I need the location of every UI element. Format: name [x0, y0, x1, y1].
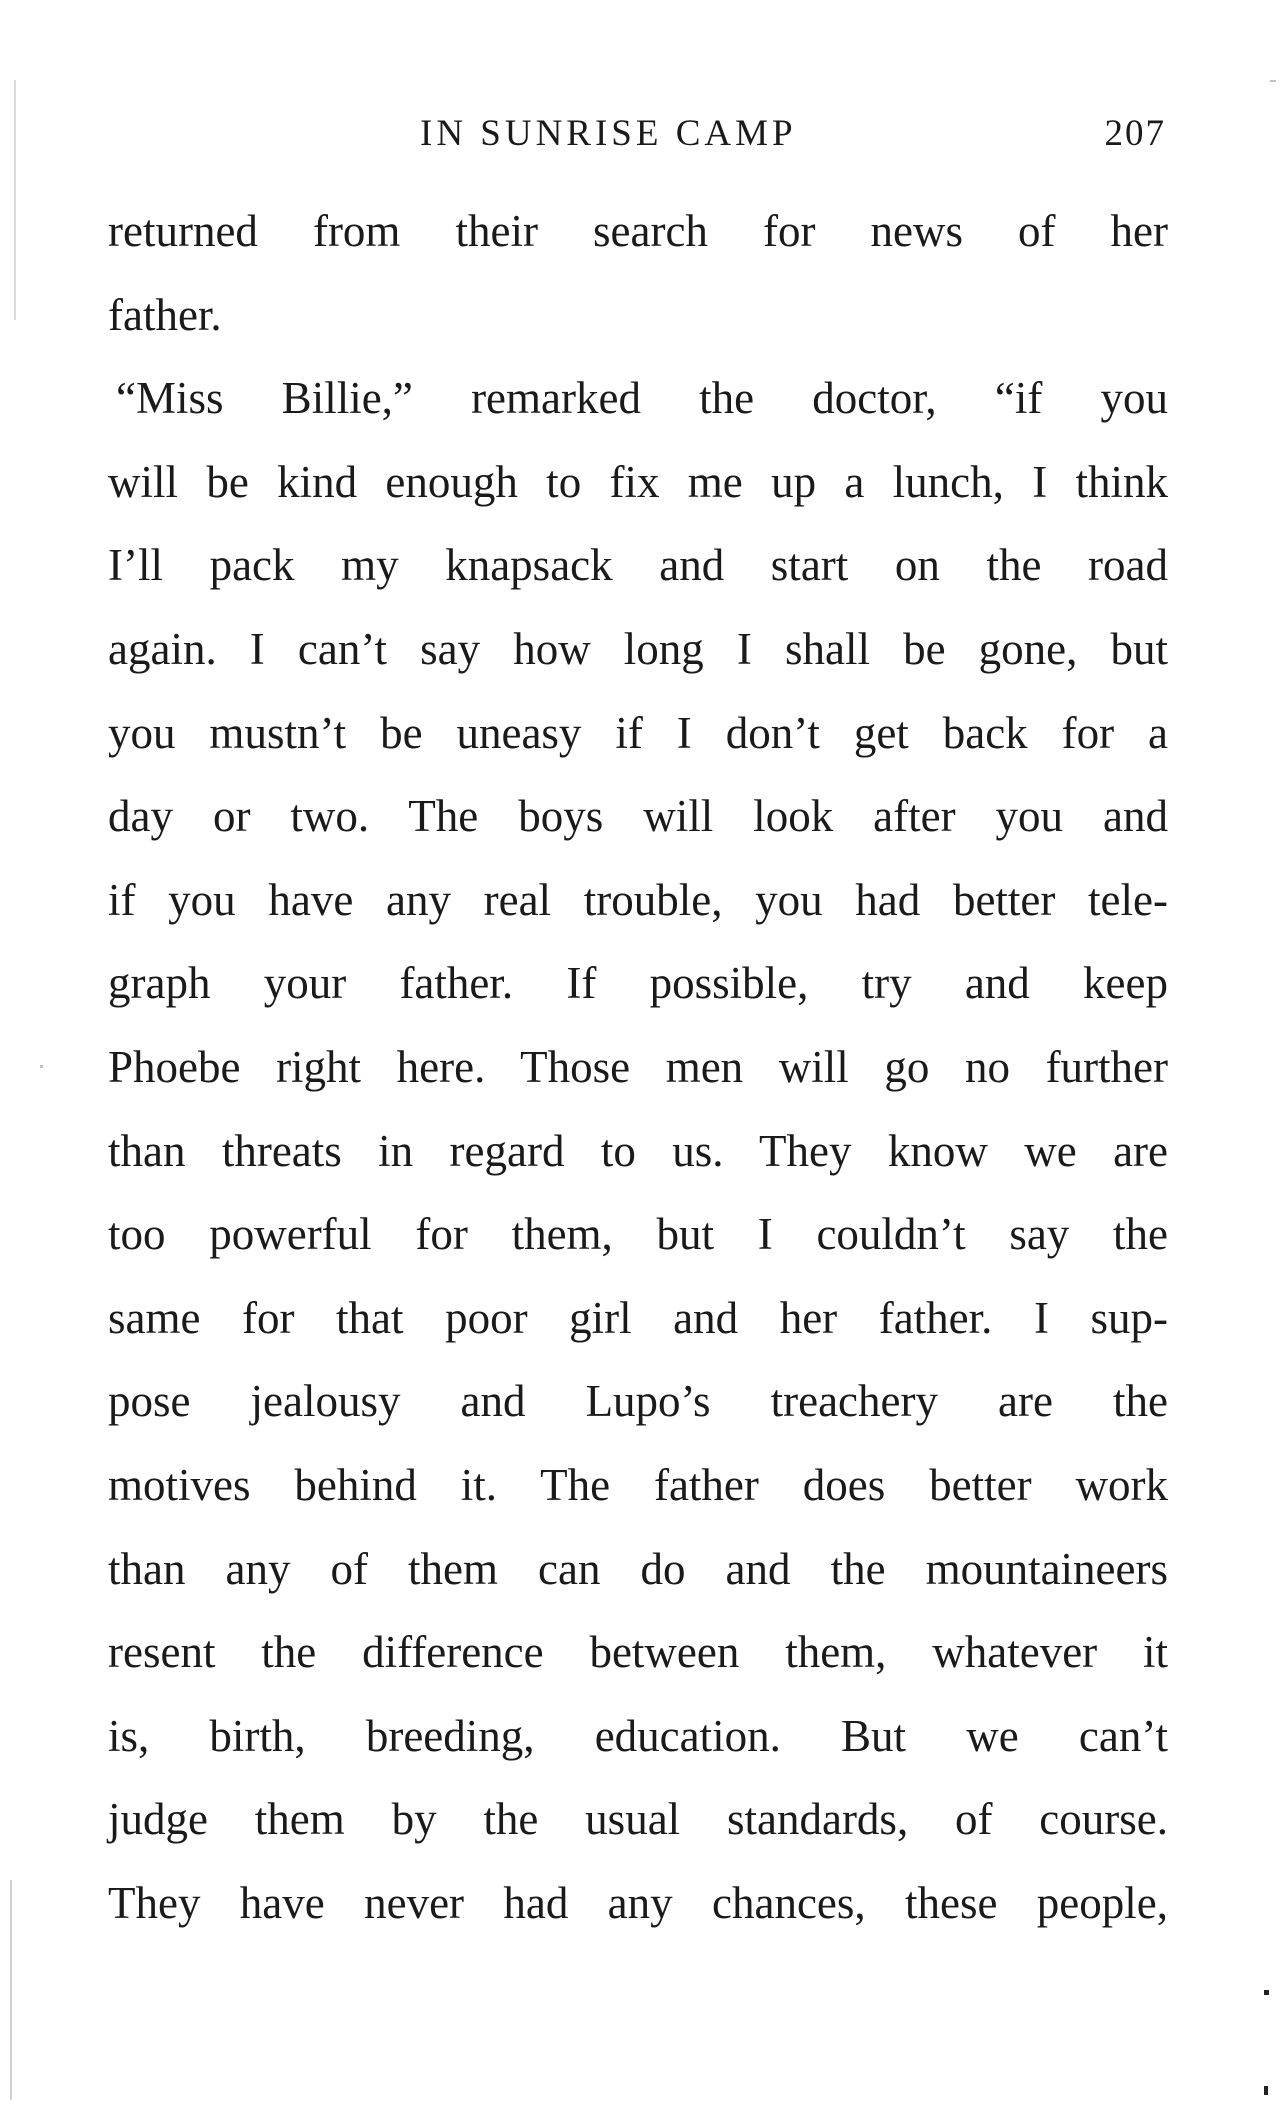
text-line: judge them by the usual standards, of course. — [108, 1794, 1168, 1845]
text-line: again. I can’t say how long I shall be gone, but — [108, 623, 1168, 674]
running-head-title: IN SUNRISE CAMP — [420, 113, 797, 154]
text-line: graph your father. If possible, try and keep — [108, 958, 1168, 1009]
right-margin-mark — [1264, 2086, 1268, 2095]
running-head — [108, 112, 1168, 162]
text-line: They have never had any chances, these people, — [108, 1877, 1168, 1928]
text-line: pose jealousy and Lupo’s treachery are the — [108, 1376, 1168, 1427]
body-text — [108, 190, 1168, 1945]
text-line: is, birth, breeding, education. But we can’t — [108, 1710, 1168, 1761]
text-line: than any of them can do and the mountaineers — [108, 1543, 1168, 1594]
text-line: I’ll pack my knapsack and start on the road — [108, 540, 1168, 591]
text-line: than threats in regard to us. They know we are — [108, 1125, 1168, 1176]
text-line: resent the difference between them, whatever it — [108, 1627, 1168, 1678]
left-margin-scan-line — [14, 80, 16, 320]
text-line: too powerful for them, but I couldn’t say the — [108, 1209, 1168, 1260]
text-line: Phoebe right here. Those men will go no further — [108, 1041, 1168, 1092]
text-line: same for that poor girl and her father. I sup- — [108, 1292, 1168, 1343]
text-line: will be kind enough to fix me up a lunch, I think — [108, 456, 1168, 507]
left-margin-scan-line — [10, 1880, 12, 2100]
text-line: if you have any real trouble, you had better tele- — [108, 874, 1168, 925]
text-line: returned from their search for news of her — [108, 206, 1168, 256]
text-line: “Miss Billie,” remarked the doctor, “if you — [116, 373, 1168, 424]
right-margin-mark — [1270, 80, 1276, 82]
left-margin-mark — [40, 1065, 43, 1068]
text-line: father. — [108, 289, 222, 340]
text-line: motives behind it. The father does better work — [108, 1459, 1168, 1510]
text-line: day or two. The boys will look after you and — [108, 791, 1168, 842]
page-number: 207 — [1104, 113, 1166, 154]
right-margin-mark — [1264, 1990, 1269, 1995]
text-line: you mustn’t be uneasy if I don’t get back for a — [108, 707, 1168, 758]
